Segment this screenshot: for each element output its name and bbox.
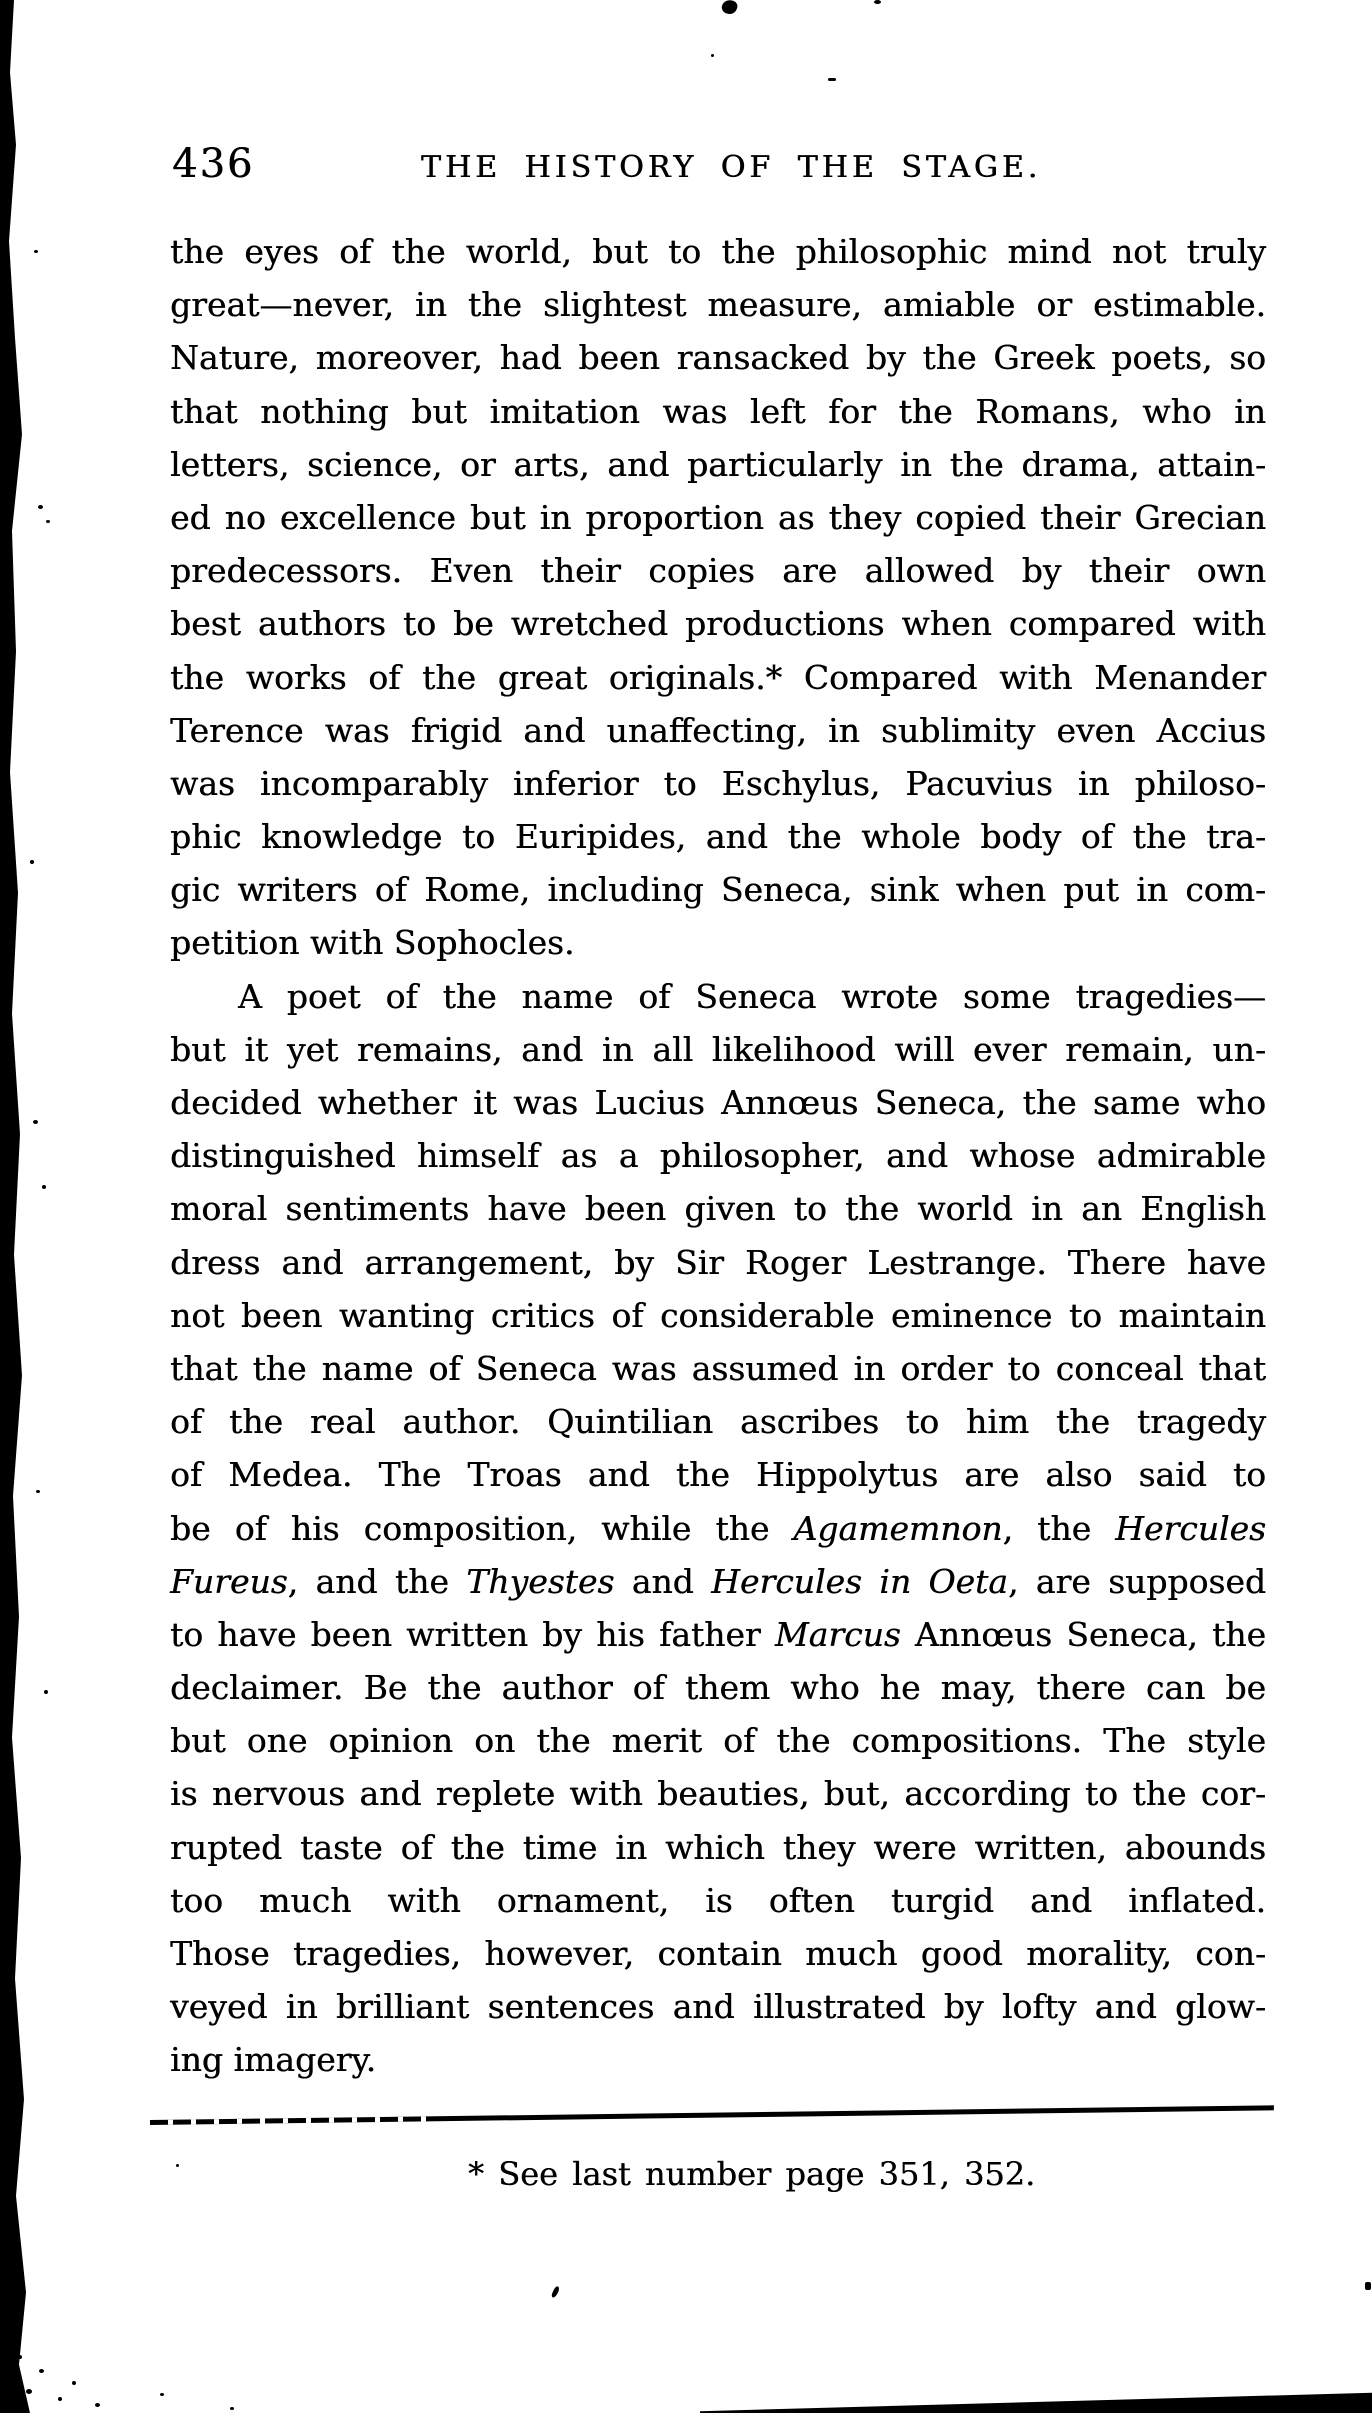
scan-noise-corner <box>0 2323 240 2413</box>
text-line <box>170 278 1266 331</box>
text-run: predecessors. Even their copies are allowed by their own <box>170 551 1266 591</box>
scan-speck <box>828 78 836 81</box>
scan-speck <box>95 2403 100 2407</box>
scan-speck <box>160 2393 164 2396</box>
text-line <box>170 1874 1266 1927</box>
scan-speck <box>1365 2282 1371 2290</box>
scan-speck <box>58 2397 62 2401</box>
text-run: the eyes of the world, but to the philosophic mind not truly <box>170 232 1266 271</box>
text-run: Nature, moreover, had been ransacked by the Greek poets, so <box>170 338 1266 378</box>
ink-blot <box>720 0 739 16</box>
body-text <box>170 225 1266 2087</box>
text-line <box>170 385 1266 438</box>
scan-speck <box>12 2407 19 2412</box>
italic-text-run: Marcus <box>774 1614 901 1654</box>
italic-text-run: Agamemnon <box>793 1508 1003 1548</box>
text-line <box>170 1502 1266 1555</box>
text-line <box>170 331 1266 384</box>
text-line <box>170 1714 1266 1767</box>
text-run: A poet of the name of Seneca wrote some tragedies— <box>238 976 1266 1016</box>
text-line <box>170 1342 1266 1395</box>
text-run: phic knowledge to Euripides, and the whole body of the tra- <box>170 817 1266 857</box>
text-run: dress and arrangement, by Sir Roger Lestrange. There have <box>170 1242 1266 1282</box>
scan-speck <box>874 0 881 4</box>
footnote-rule <box>150 2105 1274 2125</box>
text-line <box>170 863 1266 916</box>
text-line <box>170 810 1266 863</box>
text-run: and <box>614 1561 712 1601</box>
text-line <box>170 1927 1266 1980</box>
text-run: best authors to be wretched productions when compared with <box>170 604 1266 644</box>
scan-speck <box>18 2355 22 2359</box>
text-run: great—never, in the slightest measure, amiable or estimable. <box>170 285 1266 325</box>
text-run: veyed in brilliant sentences and illustrated by lofty and glow- <box>170 1987 1266 2027</box>
text-line <box>170 597 1266 650</box>
scan-gutter-band <box>0 0 30 2413</box>
text-run: , are supposed <box>1007 1561 1266 1601</box>
text-run: be of his composition, while the <box>170 1508 794 1548</box>
text-line <box>170 1076 1266 1129</box>
text-line <box>170 225 1266 278</box>
scan-speck <box>230 2407 234 2410</box>
text-run: letters, science, or arts, and particularly in the drama, attain- <box>170 444 1266 484</box>
text-line <box>170 1448 1266 1501</box>
text-line <box>170 438 1266 491</box>
scan-speck <box>176 2164 179 2167</box>
text-run: Annœus Seneca, the <box>900 1614 1266 1654</box>
scan-speck <box>72 2381 76 2385</box>
text-line <box>170 1395 1266 1448</box>
text-line <box>170 1289 1266 1342</box>
text-run: , and the <box>287 1561 467 1601</box>
scan-speck <box>34 250 38 253</box>
text-line <box>170 1980 1266 2033</box>
scan-speck <box>33 1120 38 1124</box>
text-line <box>170 1661 1266 1714</box>
scan-speck <box>38 505 43 509</box>
text-line <box>170 1555 1266 1608</box>
scan-speck <box>6 2331 11 2336</box>
text-run: but one opinion on the merit of the compositions. The style <box>170 1721 1266 1761</box>
text-run: decided whether it was Lucius Annœus Seneca, the same who <box>170 1083 1266 1122</box>
text-run: of the real author. Quintilian ascribes to him the tragedy <box>170 1402 1266 1442</box>
text-run: to have been written by his father <box>170 1614 775 1654</box>
scan-speck <box>711 54 714 57</box>
text-run: distinguished himself as a philosopher, and whose admirable <box>170 1136 1266 1176</box>
text-line <box>170 1023 1266 1076</box>
scan-speck <box>26 2389 32 2394</box>
text-line <box>170 970 1266 1023</box>
text-run: moral sentiments have been given to the world in an English <box>170 1189 1266 1229</box>
text-run: but it yet remains, and in all likelihood will ever remain, un- <box>170 1029 1266 1069</box>
text-run: that nothing but imitation was left for the Romans, who in <box>170 391 1266 431</box>
text-line <box>170 651 1266 704</box>
text-run: that the name of Seneca was assumed in order to conceal that <box>170 1348 1266 1388</box>
scan-speck <box>44 1690 48 1694</box>
text-run: the works of the great originals.* Compared with Menander <box>170 657 1266 697</box>
text-line <box>170 704 1266 757</box>
text-line <box>170 544 1266 597</box>
text-run: Those tragedies, however, contain much good morality, con- <box>170 1934 1266 1973</box>
scan-speck <box>46 520 50 523</box>
footnote: * See last number page 351, 352. <box>468 2155 1036 2193</box>
text-run: Terence was frigid and unaffecting, in sublimity even Accius <box>170 710 1266 750</box>
italic-text-run: Hercules <box>1115 1508 1266 1548</box>
text-line <box>170 1767 1266 1820</box>
text-line <box>170 757 1266 810</box>
text-line <box>170 1182 1266 1235</box>
text-line <box>170 916 1266 969</box>
scan-shadow-bottom <box>700 2391 1372 2413</box>
text-run: ed no excellence but in proportion as they copied their Grecian <box>170 497 1266 537</box>
text-run: of Medea. The Troas and the Hippolytus are also said to <box>170 1455 1266 1495</box>
text-run: , the <box>1002 1508 1116 1548</box>
italic-text-run: Hercules in Oeta <box>711 1561 1008 1601</box>
scan-speck <box>36 1490 40 1493</box>
text-run: was incomparably inferior to Eschylus, Pacuvius in philoso- <box>170 763 1266 803</box>
scan-speck <box>551 2286 560 2299</box>
page-number: 436 <box>172 141 255 187</box>
text-run: petition with Sophocles. <box>170 923 575 963</box>
text-run: rupted taste of the time in which they were written, abounds <box>170 1827 1266 1867</box>
text-run: too much with ornament, is often turgid and inflated. <box>170 1880 1266 1920</box>
text-line <box>170 1236 1266 1289</box>
text-run: gic writers of Rome, including Seneca, sink when put in com- <box>170 870 1266 910</box>
scan-speck <box>30 860 34 864</box>
italic-text-run: Fureus <box>170 1561 288 1601</box>
text-line <box>170 2033 1266 2086</box>
running-header-title: THE HISTORY OF THE STAGE. <box>420 150 1042 185</box>
scan-speck <box>42 1185 46 1189</box>
text-line <box>170 1608 1266 1661</box>
italic-text-run: Thyestes <box>466 1561 615 1601</box>
text-run: declaimer. Be the author of them who he may, there can be <box>170 1668 1266 1708</box>
scan-speck <box>39 2369 44 2373</box>
text-line <box>170 1129 1266 1182</box>
text-run: is nervous and replete with beauties, but, according to the cor- <box>170 1774 1266 1814</box>
text-line <box>170 491 1266 544</box>
text-run: ing imagery. <box>170 2040 377 2080</box>
text-line <box>170 1821 1266 1874</box>
text-run: not been wanting critics of considerable eminence to maintain <box>170 1295 1266 1335</box>
